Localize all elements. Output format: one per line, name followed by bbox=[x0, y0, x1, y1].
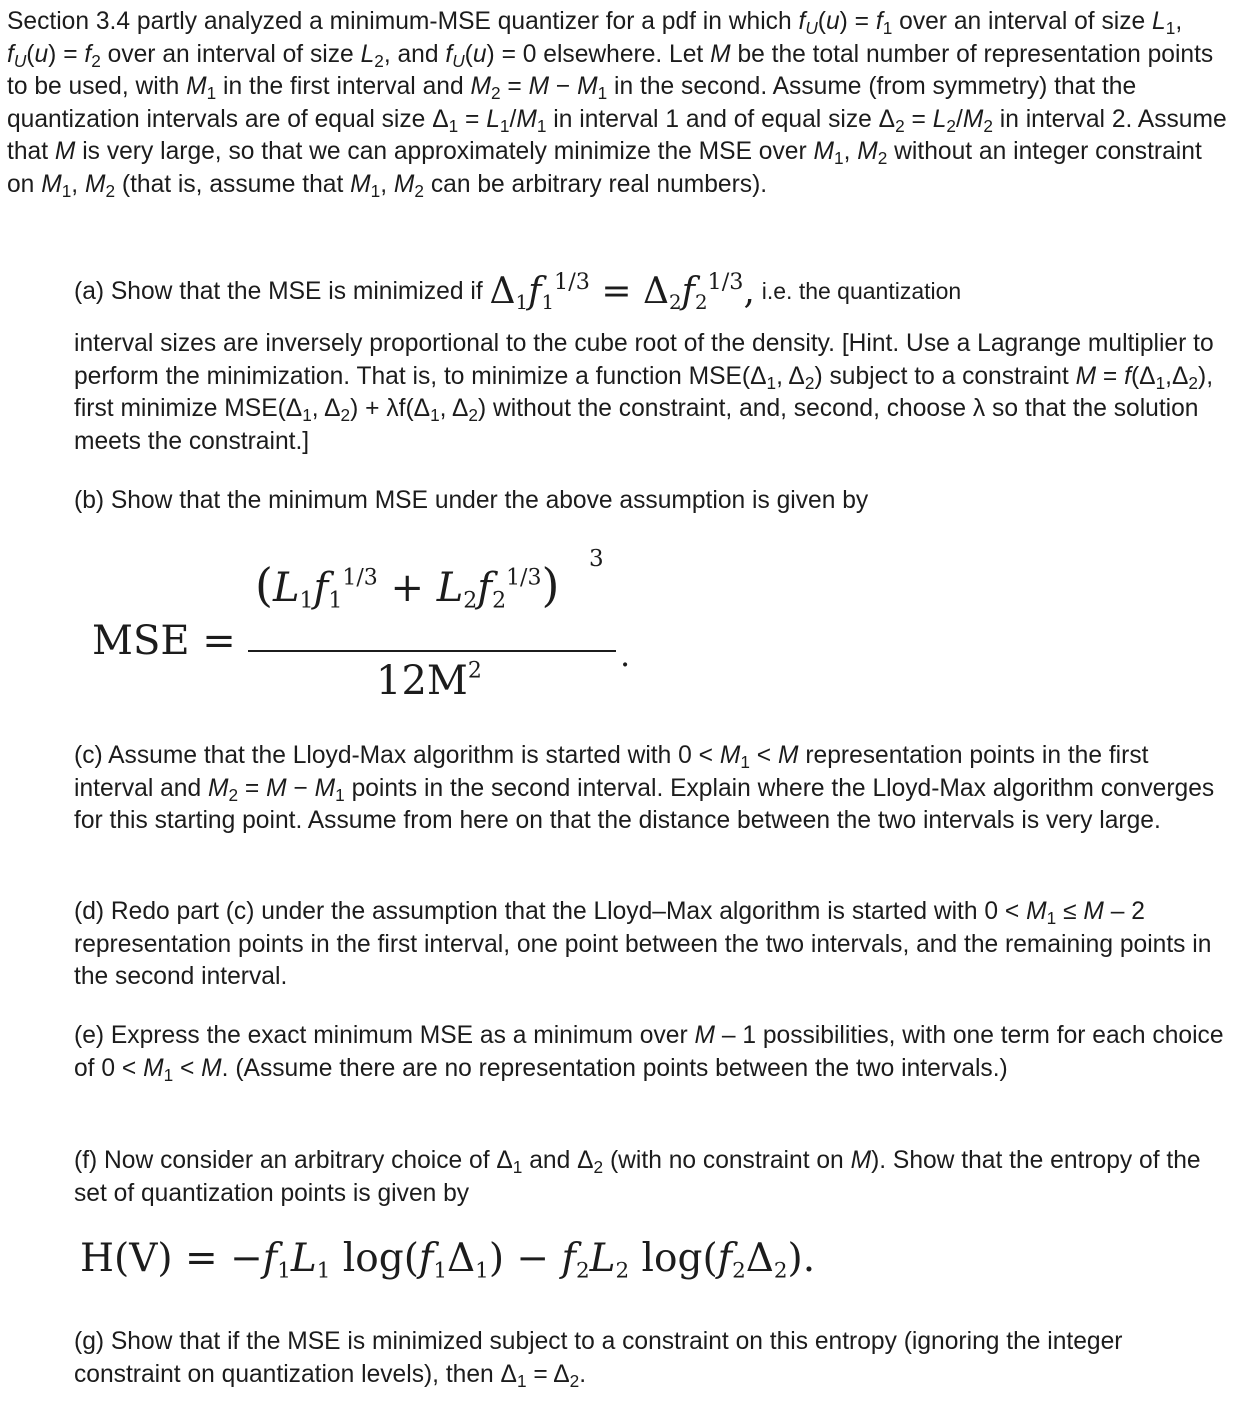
part-d-text: (d) Redo part (c) under the assumption that the Lloyd–Max algorithm is started with $0 < M_1 \le M - 2$ representation points in the first interval, one point between the two intervals, and the remaining points in the second interval. bbox=[74, 898, 1212, 991]
mse-denominator: $12M^2$ bbox=[376, 658, 482, 704]
fraction-bar bbox=[248, 650, 616, 652]
part-b-text: (b) Show that the minimum MSE under the above assumption is given by bbox=[74, 487, 869, 514]
part-a-body: interval sizes are inversely proportional to the cube root of the density. [Hint. Use a Lagrange multiplier to perform the minimization. That is, to minimize a function $MSE(\Delta_1$, $\Delta_2$) subject to a constraint $M = f(\Delta_1,\Delta_2)$, first minimize $MSE(\Delta_1$, $\Delta_2) + \lambda f(\Delta_1$, $\Delta_2$) without the constraint, and, second, choose λ so that the solution meets the constraint.] bbox=[74, 330, 1214, 455]
part-f-text: (f) Now consider an arbitrary choice of $\Delta_1$ and $\Delta_2$ (with no constraint on M). Show that the entropy of the set of quantization points is given by bbox=[74, 1147, 1201, 1207]
part-a-equation: $\Delta_1f_1^{1/3} = \Delta_2f_2^{1/3}$, bbox=[489, 269, 755, 314]
part-a-lead: (a) Show that the MSE is minimized if $\Delta_1f_1^{1/3} = \Delta_2f_2^{1/3}$, i.e. the quantization bbox=[74, 269, 962, 314]
mse-label: MSE = bbox=[92, 618, 236, 664]
mse-numerator: $(L_1f_1^{1/3} + L_2f_2^{1/3})$ bbox=[255, 558, 560, 614]
part-e-text: (e) Express the exact minimum MSE as a minimum over M – 1 possibilities, with one term for each choice of $0 < M_1 < M$. (Assume there are no representation points between the two intervals.) bbox=[74, 1022, 1224, 1085]
intro-paragraph: Section 3.4 partly analyzed a minimum-MSE quantizer for a pdf in which $f_U(u) = f_1$ over an interval of size $L_1$, $f_U(u) = f_2$ over an interval of size $L_2$, and $f_U(u) = 0$ elsewhere. Let M be the total number of representation points to be used, with $M_1$ in the first interval and $M_2 = M - M_1$ in the second. Assume (from symmetry) that the quantization intervals are of equal size $\Delta_1 = L_1/M_1$ in interval 1 and of equal size $\Delta_2 = L_2/M_2$ in interval 2. Assume that M is very large, so that we can approximately minimize the MSE over $M_1$, $M_2$ without an integer constraint on $M_1$, $M_2$ (that is, assume that $M_1$, $M_2$ can be arbitrary real numbers). bbox=[7, 8, 1227, 201]
mse-cube-exponent: 3 bbox=[589, 546, 604, 572]
part-g-text: (g) Show that if the MSE is minimized subject to a constraint on this entropy (ignoring the integer constraint on quantization levels), then $\Delta_1 = \Delta_2$. bbox=[74, 1328, 1123, 1391]
part-c-text: (c) Assume that the Lloyd-Max algorithm is started with $0 < M_1 < M$ representation points in the first interval and $M_2 = M - M_1$ points in the second interval. Explain where the Lloyd-Max algorithm converges for this starting point. Assume from here on that the distance between the two intervals is very large. bbox=[74, 742, 1215, 835]
entropy-formula: $H(V) = -f_1L_1$ $\log(f_1\Delta_1) - f_2L_2$ $\log(f_2\Delta_2)$. bbox=[80, 1236, 816, 1284]
mse-period: . bbox=[620, 636, 631, 674]
